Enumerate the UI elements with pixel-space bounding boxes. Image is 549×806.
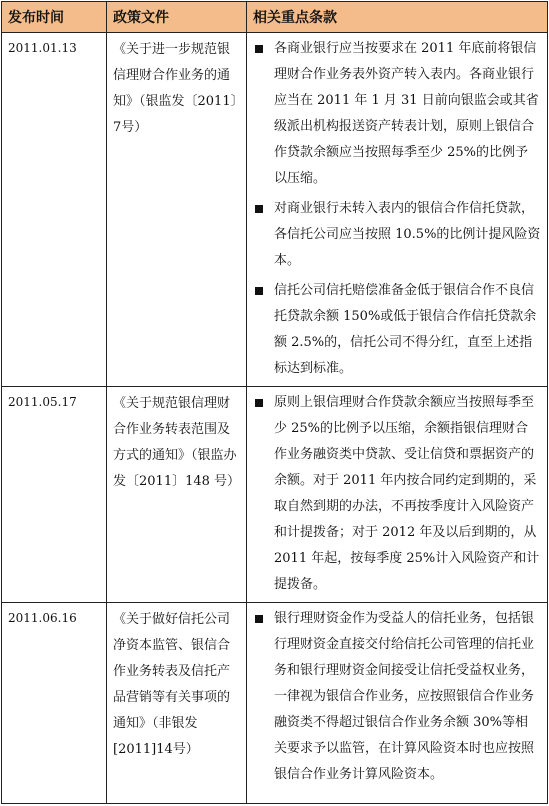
release-date: 2011.05.17: [2, 387, 107, 603]
table-row: [2, 33, 548, 387]
key-clauses: [247, 387, 548, 603]
policy-document: 《关于做好信托公司净资本监管、银信合作业务转表及信托产品营销等有关事项的通知》（非银发[2011]14号）: [107, 603, 247, 804]
policy-document: 《关于规范银信理财合作业务转表范围及方式的通知》（银监办发〔2011〕148 号）: [107, 387, 247, 603]
header-policy: 政策文件: [107, 2, 247, 33]
header-date: 发布时间: [2, 2, 107, 33]
clause-item: 各商业银行应当按要求在 2011 年底前将银信理财合作业务表外资产转入表内。各商业银行应当在 2011 年 1 月 31 日前向银监会或其省级派出机构报送资产转表计划，原则上银信合作贷款余额应当按照每季至少 25%的比例予以压缩。: [247, 36, 541, 192]
key-clauses: [247, 603, 548, 804]
clause-item: 对商业银行未转入表内的银信合作信托贷款，各信托公司应当按照 10.5%的比例计提风险资本。: [247, 196, 541, 274]
table-row: [2, 387, 548, 603]
key-clauses: [247, 33, 548, 387]
square-bullet-icon: [255, 45, 263, 53]
header-row: [2, 2, 548, 33]
policy-table: [1, 1, 548, 804]
header-items: 相关重点条款: [247, 2, 548, 33]
clause-item: 信托公司信托赔偿准备金低于银信合作不良信托贷款余额 150%或低于银信合作信托贷款余额 2.5%的，信托公司不得分红，直至上述指标达到标准。: [247, 278, 541, 382]
table-row: [2, 603, 548, 804]
square-bullet-icon: [255, 287, 263, 295]
release-date: 2011.01.13: [2, 33, 107, 387]
release-date: 2011.06.16: [2, 603, 107, 804]
clause-item: 银行理财资金作为受益人的信托业务，包括银行理财资金直接交付给信托公司管理的信托业务和银行理财资金间接受让信托受益权业务，一律视为银信合作业务，应按照银信合作业务融资类不得超过银信合作业务余额 30%等相关要求予以监管，在计算风险资本时也应按照银信合作业务计算风险资本。: [247, 606, 541, 788]
policy-document: 《关于进一步规范银信理财合作业务的通知》（银监发〔2011〕7号）: [107, 33, 247, 387]
square-bullet-icon: [255, 205, 263, 213]
square-bullet-icon: [255, 399, 263, 407]
clause-item: 原则上银信理财合作贷款余额应当按照每季至少 25%的比例予以压缩，余额指银信理财合作业务融资类中贷款、受让信贷和票据资产的余额。对于 2011 年内按合同约定到期的，采取自然到期的办法，不再按季度计入风险资产和计提拨备；对于 2012 年及以后到期的，从 2011 年起，按每季度 25%计入风险资产和计提拨备。: [247, 390, 541, 598]
square-bullet-icon: [255, 615, 263, 623]
